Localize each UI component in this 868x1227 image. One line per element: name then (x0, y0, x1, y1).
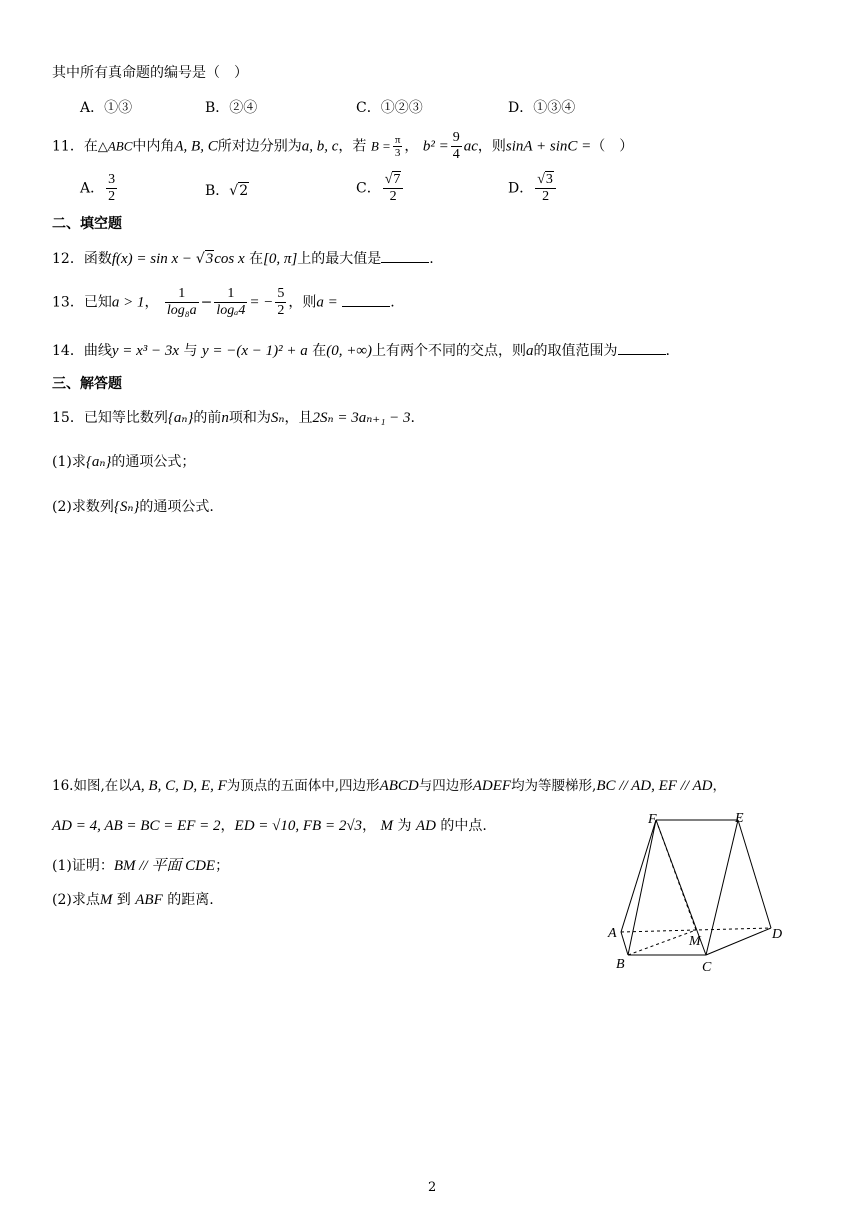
q11-option-b: B．√2 (205, 183, 249, 199)
section-fill-in: 二、填空题 (52, 216, 122, 232)
edge-ED (738, 820, 771, 928)
q16-stem-line1: 16.如图,在以A, B, C, D, E, F为顶点的五面体中,四边形ABCD与四边形ADEF均为等腰梯形,BC // AD, EF // AD， (52, 778, 726, 794)
label-E: E (735, 811, 744, 826)
page-number: 2 (428, 1180, 437, 1195)
q10-stem: 其中所有真命题的编号是（ ） (52, 65, 248, 81)
q11-stem: 11．在△ABC中内角A, B, C所对边分别为a, b, c，若 B = $\frac{\pi}{3}$ ， b² = $\frac{9}{4}$ ac，则sinA + sinC =（ ） (52, 130, 634, 162)
q16-part2: (2)求点M 到 ABF 的距离. (52, 892, 214, 908)
q10-option-d: D．①③④ (508, 100, 576, 116)
q16-stem-line2: AD = 4, AB = BC = EF = 2，ED = √10, FB = 2√3， M 为 AD 的中点. (52, 818, 487, 834)
label-F: F (648, 812, 657, 827)
label-A: A (608, 926, 617, 941)
q10-option-c: C．①②③ (356, 100, 423, 116)
edge-CD (706, 928, 771, 955)
label-C: C (702, 960, 712, 975)
edge-FB (628, 820, 656, 955)
edge-AB (621, 932, 628, 955)
q11-option-a: A． $\frac{3}{2}$ (80, 172, 116, 204)
edge-BM (628, 930, 696, 955)
edge-EC (706, 820, 738, 955)
q11-option-c: C． $\frac{√7}{2}$ (356, 172, 405, 205)
q13: 13．已知a > 1， $\frac{1}{\text{log₈a}}$ − $\frac{1}{\text{logₐ4}}$ = − $\frac{5}{2}$ ，则a = . (52, 286, 395, 318)
q10-option-b: B．②④ (205, 100, 258, 116)
q12: 12．函数f(x) = sin x − √3cos x 在[0, π]上的最大值是 . (52, 248, 434, 269)
q15-part2: (2)求数列{Sₙ}的通项公式. (52, 499, 214, 515)
q14: 14．曲线y = x³ − 3x 与 y = −(x − 1)² + a 在(0, +∞)上有两个不同的交点，则a的取值范围为 . (52, 340, 670, 361)
q11-option-d: D． $\frac{√3}{2}$ (508, 172, 558, 205)
section-answers: 三、解答题 (52, 376, 122, 392)
q16-part1: (1)证明：BM // 平面 CDE； (52, 858, 230, 874)
q15-stem: 15．已知等比数列{aₙ}的前n项和为Sₙ，且2Sₙ = 3aₙ₊₁ − 3. (52, 410, 415, 426)
pentahedron-figure (606, 805, 796, 980)
label-B: B (616, 957, 625, 972)
label-D: D (772, 927, 783, 942)
q15-part1: (1)求{aₙ}的通项公式； (52, 454, 196, 470)
label-M: M (689, 934, 701, 949)
q10-option-a: A．①③ (80, 100, 133, 116)
edge-FA (621, 820, 656, 932)
